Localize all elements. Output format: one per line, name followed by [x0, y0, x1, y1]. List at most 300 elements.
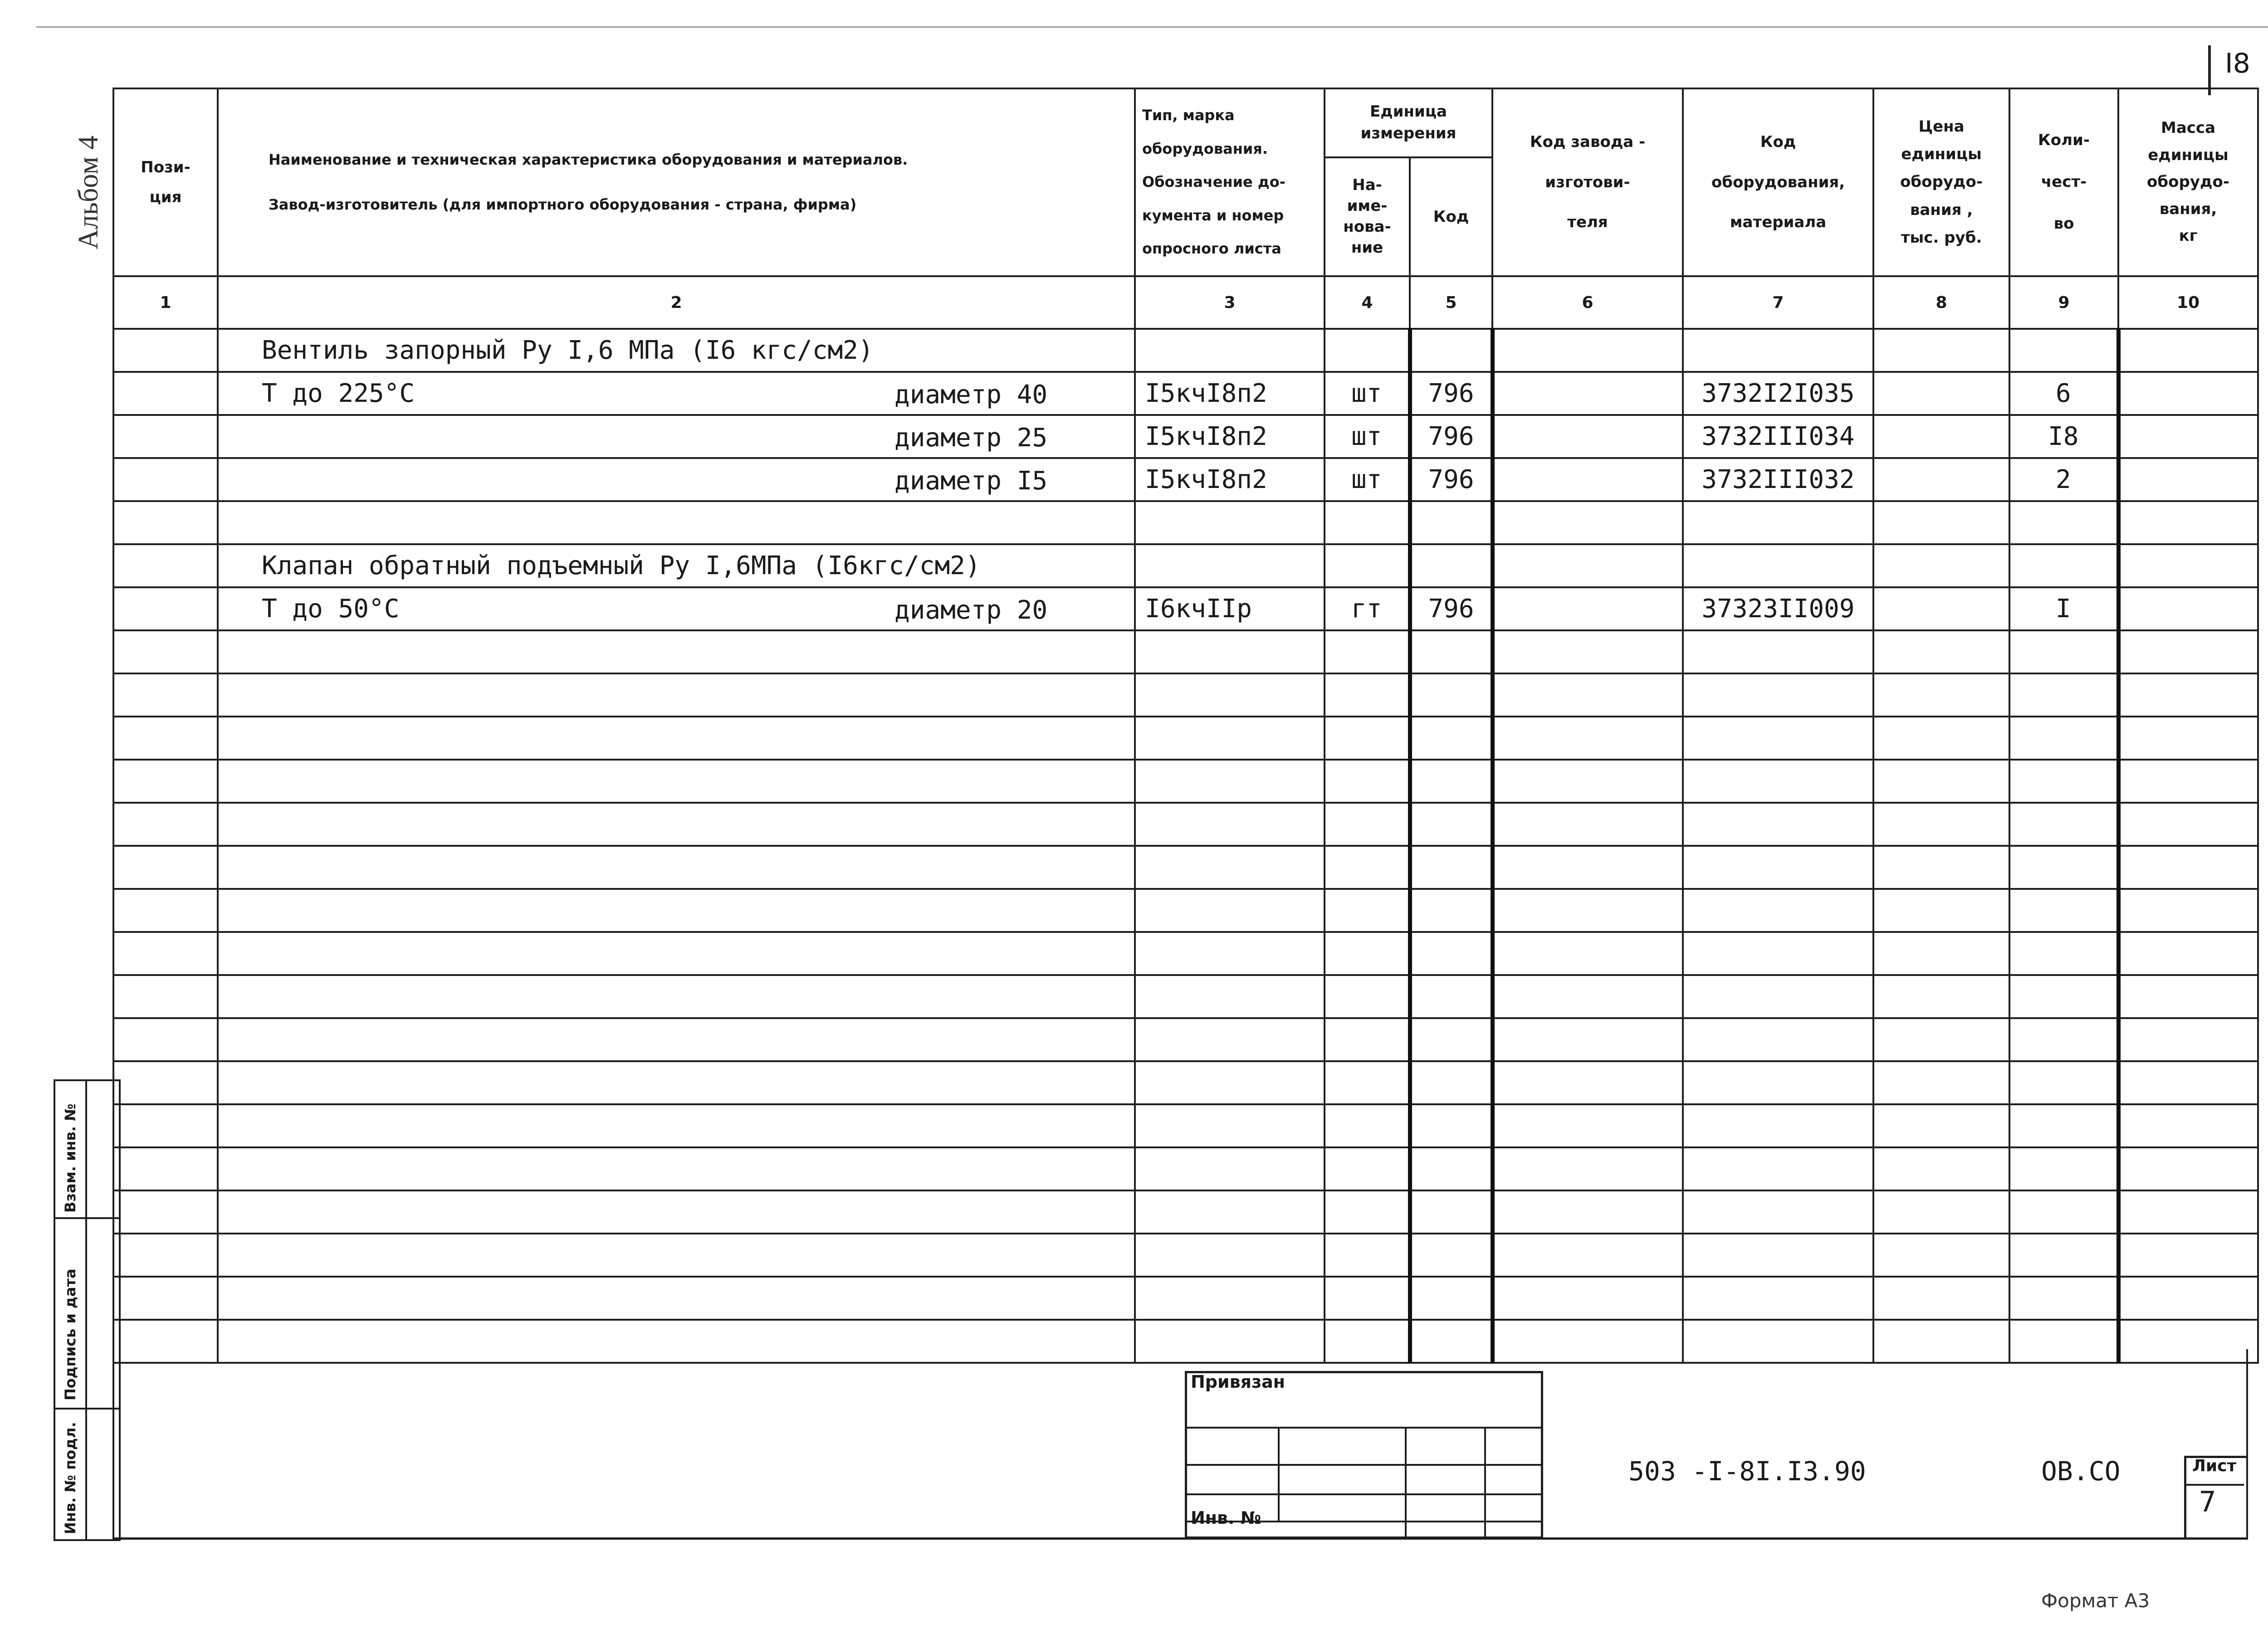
table-row	[113, 501, 2258, 544]
cell-name: Клапан обратный подъемный Ру I,6МПа (I6кгс/см2)	[262, 551, 981, 580]
column-numbers-row	[113, 276, 2258, 329]
cell-diameter: диаметр 25	[894, 423, 1048, 453]
table-cell	[1873, 587, 2009, 630]
table-cell	[2118, 846, 2258, 889]
cell-diameter: диаметр I5	[894, 466, 1048, 496]
table-cell	[113, 846, 218, 889]
cell-qty: 2	[2055, 465, 2071, 494]
sheet-number: 7	[2199, 1485, 2216, 1518]
table-cell	[1683, 932, 1873, 975]
table-cell	[218, 1147, 1135, 1190]
table-cell	[1410, 673, 1492, 717]
table-cell	[1492, 673, 1683, 717]
table-cell	[1135, 717, 1325, 760]
table-cell	[1873, 544, 2009, 587]
table-cell	[218, 673, 1135, 717]
table-cell	[1492, 372, 1683, 415]
table-cell	[1135, 1234, 1325, 1277]
table-cell	[2118, 501, 2258, 544]
table-cell	[2009, 846, 2118, 889]
header-type: Тип, марка оборудования. Обозначение до- кумента и номер опросного листа	[1135, 88, 1325, 276]
table-cell	[1683, 975, 1873, 1018]
table-cell	[1135, 415, 1325, 458]
table-cell	[1135, 1277, 1325, 1320]
table-cell	[1410, 1147, 1492, 1190]
table-cell	[1683, 717, 1873, 760]
header-equipment-code: Код оборудования, материала	[1683, 88, 1873, 276]
page-number: I8	[2225, 48, 2250, 79]
table-cell	[1410, 1234, 1492, 1277]
table-cell	[1135, 1147, 1325, 1190]
table-cell	[1683, 803, 1873, 846]
table-cell	[218, 415, 1135, 458]
binding-divider	[1405, 1427, 1407, 1536]
table-cell	[113, 1234, 218, 1277]
table-row	[113, 544, 2258, 587]
table-cell	[1873, 630, 2009, 673]
table-cell	[2009, 630, 2118, 673]
table-cell	[218, 975, 1135, 1018]
header-price: Цена единицы оборудо- вания , тыс. руб.	[1873, 88, 2009, 276]
cell-unit: шт	[1351, 465, 1382, 494]
title-block-frame	[112, 1349, 2248, 1540]
table-cell	[2009, 1277, 2118, 1320]
table-cell	[113, 458, 218, 501]
table-cell	[1325, 544, 1410, 587]
table-row	[113, 1104, 2258, 1147]
table-cell	[1410, 372, 1492, 415]
table-cell	[2118, 458, 2258, 501]
table-cell	[1873, 329, 2009, 372]
table-cell	[1873, 501, 2009, 544]
table-cell	[1683, 415, 1873, 458]
cell-unit: шт	[1351, 379, 1382, 408]
cell-diameter: диаметр 40	[894, 380, 1048, 410]
binding-divider	[1278, 1427, 1280, 1521]
table-cell	[2118, 803, 2258, 846]
table-cell	[1492, 1104, 1683, 1147]
table-cell	[113, 975, 218, 1018]
table-cell	[1325, 1277, 1410, 1320]
table-cell	[1325, 889, 1410, 932]
table-cell	[218, 803, 1135, 846]
col-num-1: 1	[113, 276, 218, 329]
table-cell	[2118, 673, 2258, 717]
table-cell	[113, 803, 218, 846]
table-cell	[2009, 544, 2118, 587]
stamp-original-inv	[55, 1408, 119, 1541]
binding-line	[1187, 1493, 1541, 1495]
table-cell	[218, 760, 1135, 803]
table-cell	[113, 889, 218, 932]
cell-qty: I	[2055, 594, 2071, 624]
table-cell	[1135, 846, 1325, 889]
table-cell	[1325, 501, 1410, 544]
table-cell	[1492, 1190, 1683, 1234]
table-cell	[2118, 760, 2258, 803]
table-row	[113, 1234, 2258, 1277]
table-cell	[1873, 803, 2009, 846]
table-cell	[1683, 544, 1873, 587]
inventory-label: Инв. №	[1191, 1508, 1261, 1528]
table-cell	[1325, 1147, 1410, 1190]
col-num-4: 4	[1325, 276, 1410, 329]
table-row	[113, 329, 2258, 372]
table-cell	[2009, 458, 2118, 501]
stamp-signature-date	[55, 1217, 119, 1410]
table-cell	[1135, 803, 1325, 846]
table-cell	[1135, 501, 1325, 544]
cell-unit: шт	[1351, 422, 1382, 451]
table-cell	[1410, 458, 1492, 501]
table-cell	[1410, 1061, 1492, 1104]
table-row	[113, 673, 2258, 717]
format-label: Формат А3	[2041, 1590, 2150, 1612]
table-cell	[2009, 803, 2118, 846]
col-num-8: 8	[1873, 276, 2009, 329]
table-cell	[1873, 415, 2009, 458]
table-cell	[2118, 1061, 2258, 1104]
table-cell	[1135, 1104, 1325, 1147]
table-cell	[113, 1190, 218, 1234]
table-cell	[218, 717, 1135, 760]
table-cell	[218, 329, 1135, 372]
table-cell	[1492, 1234, 1683, 1277]
table-cell	[1873, 1104, 2009, 1147]
cell-code: 796	[1428, 422, 1474, 451]
table-body	[113, 329, 2258, 1363]
cell-type: I5кчI8п2	[1145, 422, 1267, 451]
table-cell	[113, 1061, 218, 1104]
cell-name: Т до 225°С	[262, 379, 415, 408]
stamp-signature-date-label: Подпись и дата	[62, 1268, 79, 1400]
table-cell	[1873, 1190, 2009, 1234]
table-cell	[2118, 544, 2258, 587]
table-cell	[1873, 372, 2009, 415]
table-cell	[218, 372, 1135, 415]
table-cell	[1873, 975, 2009, 1018]
table-cell	[2118, 372, 2258, 415]
table-row	[113, 1147, 2258, 1190]
table-cell	[1410, 329, 1492, 372]
table-cell	[2009, 932, 2118, 975]
table-cell	[1325, 846, 1410, 889]
table-cell	[1410, 501, 1492, 544]
table-cell	[1492, 630, 1683, 673]
table-cell	[1410, 1104, 1492, 1147]
table-cell	[1325, 630, 1410, 673]
table-cell	[113, 630, 218, 673]
table-row	[113, 1277, 2258, 1320]
table-cell	[1135, 1018, 1325, 1061]
col-num-7: 7	[1683, 276, 1873, 329]
table-cell	[2009, 1104, 2118, 1147]
table-cell	[1492, 329, 1683, 372]
cell-code: 796	[1428, 594, 1474, 624]
table-cell	[1325, 760, 1410, 803]
table-cell	[1135, 932, 1325, 975]
table-cell	[1135, 673, 1325, 717]
table-cell	[2118, 1018, 2258, 1061]
table-cell	[1683, 501, 1873, 544]
table-cell	[113, 1147, 218, 1190]
table-cell	[1325, 1190, 1410, 1234]
table-cell	[1135, 329, 1325, 372]
table-cell	[1135, 372, 1325, 415]
table-cell	[218, 458, 1135, 501]
table-cell	[2009, 1190, 2118, 1234]
document-code: 503 -I-8I.I3.90	[1628, 1456, 1866, 1487]
table-cell	[1683, 1018, 1873, 1061]
table-cell	[218, 846, 1135, 889]
table-cell	[1410, 975, 1492, 1018]
header-unit-name: На- име- нова- ние	[1325, 157, 1410, 276]
table-row	[113, 1190, 2258, 1234]
table-cell	[1683, 587, 1873, 630]
table-cell	[1683, 372, 1873, 415]
table-cell	[2118, 329, 2258, 372]
table-row	[113, 889, 2258, 932]
table-cell	[218, 501, 1135, 544]
table-cell	[1492, 587, 1683, 630]
table-cell	[2009, 587, 2118, 630]
table-cell	[2009, 1061, 2118, 1104]
table-cell	[2009, 1234, 2118, 1277]
cell-type: I6кчIIр	[1145, 594, 1252, 624]
table-cell	[1325, 587, 1410, 630]
table-cell	[218, 630, 1135, 673]
cell-material-code: 3732I2I035	[1701, 379, 1855, 408]
table-cell	[113, 1104, 218, 1147]
table-cell	[2118, 889, 2258, 932]
table-cell	[1873, 1147, 2009, 1190]
table-cell	[2118, 932, 2258, 975]
table-row	[113, 415, 2258, 458]
table-cell	[218, 1277, 1135, 1320]
table-cell	[1325, 673, 1410, 717]
table-row	[113, 717, 2258, 760]
table-cell	[1492, 1061, 1683, 1104]
table-cell	[1135, 975, 1325, 1018]
table-cell	[113, 1277, 218, 1320]
table-cell	[218, 1061, 1135, 1104]
header-mass: Масса единицы оборудо- вания, кг	[2118, 88, 2258, 276]
table-cell	[1683, 458, 1873, 501]
table-cell	[2118, 587, 2258, 630]
table-cell	[218, 932, 1135, 975]
table-cell	[2009, 1018, 2118, 1061]
table-cell	[1410, 630, 1492, 673]
table-cell	[1135, 630, 1325, 673]
table-row	[113, 587, 2258, 630]
header-unit-code: Код	[1410, 157, 1492, 276]
table-cell	[113, 415, 218, 458]
table-cell	[1135, 544, 1325, 587]
table-cell	[1492, 846, 1683, 889]
cell-material-code: 3732III034	[1701, 422, 1855, 451]
table-row	[113, 1061, 2258, 1104]
table-cell	[1410, 760, 1492, 803]
table-cell	[113, 760, 218, 803]
table-cell	[1410, 1018, 1492, 1061]
table-cell	[1873, 1277, 2009, 1320]
table-cell	[2118, 975, 2258, 1018]
table-cell	[2009, 760, 2118, 803]
table-row	[113, 975, 2258, 1018]
stamp-original-inv-label: Инв. № подл.	[62, 1422, 79, 1534]
table-cell	[1683, 760, 1873, 803]
col-num-9: 9	[2009, 276, 2118, 329]
left-stamp-column	[54, 1079, 121, 1541]
table-header	[113, 88, 2258, 276]
col-num-3: 3	[1135, 276, 1325, 329]
table-cell	[1325, 458, 1410, 501]
table-cell	[1410, 415, 1492, 458]
cell-material-code: 37323II009	[1701, 594, 1855, 624]
cell-qty: 6	[2055, 379, 2071, 408]
table-cell	[1683, 329, 1873, 372]
col-num-2: 2	[218, 276, 1135, 329]
table-cell	[1492, 717, 1683, 760]
table-cell	[218, 889, 1135, 932]
cell-unit: гт	[1351, 594, 1382, 624]
table-cell	[1492, 932, 1683, 975]
table-cell	[2009, 501, 2118, 544]
album-text: Альбом 4	[73, 135, 104, 249]
header-position: Пози- ция	[113, 88, 218, 276]
table-cell	[113, 587, 218, 630]
col-num-6: 6	[1492, 276, 1683, 329]
table-cell	[1492, 975, 1683, 1018]
table-cell	[113, 1018, 218, 1061]
table-cell	[1492, 458, 1683, 501]
table-cell	[1873, 846, 2009, 889]
table-cell	[113, 501, 218, 544]
table-row	[113, 846, 2258, 889]
binding-divider	[1484, 1427, 1486, 1536]
header-quantity: Коли- чест- во	[2009, 88, 2118, 276]
cell-name: Вентиль запорный Ру I,6 МПа (I6 кгс/см2)	[262, 336, 874, 365]
table-cell	[1683, 630, 1873, 673]
table-cell	[2118, 1277, 2258, 1320]
table-cell	[1410, 1190, 1492, 1234]
table-cell	[1873, 1018, 2009, 1061]
table-cell	[1135, 889, 1325, 932]
table-cell	[1683, 1277, 1873, 1320]
table-cell	[1410, 544, 1492, 587]
cell-qty: I8	[2048, 422, 2079, 451]
table-cell	[113, 717, 218, 760]
table-cell	[1325, 717, 1410, 760]
table-cell	[218, 1190, 1135, 1234]
stamp-replaced-inv-label: Взам. инв. №	[62, 1103, 79, 1213]
table-cell	[1325, 1104, 1410, 1147]
table-row	[113, 760, 2258, 803]
table-cell	[2009, 415, 2118, 458]
table-cell	[1873, 717, 2009, 760]
table-row	[113, 932, 2258, 975]
table-cell	[2009, 717, 2118, 760]
table-cell	[1410, 1277, 1492, 1320]
col-num-10: 10	[2118, 276, 2258, 329]
table-cell	[1410, 846, 1492, 889]
table-cell	[2118, 1147, 2258, 1190]
table-cell	[1325, 372, 1410, 415]
table-cell	[1410, 587, 1492, 630]
table-cell	[1135, 587, 1325, 630]
table-cell	[1492, 1147, 1683, 1190]
table-cell	[2009, 372, 2118, 415]
top-edge-line	[36, 26, 2268, 28]
table-cell	[1492, 1018, 1683, 1061]
table-row	[113, 458, 2258, 501]
table-cell	[1410, 889, 1492, 932]
table-cell	[218, 1234, 1135, 1277]
table-cell	[1492, 544, 1683, 587]
table-cell	[218, 1104, 1135, 1147]
table-cell	[1492, 415, 1683, 458]
cell-code: 796	[1428, 379, 1474, 408]
table-cell	[1135, 1190, 1325, 1234]
table-cell	[1325, 975, 1410, 1018]
table-cell	[1410, 717, 1492, 760]
table-cell	[2009, 329, 2118, 372]
table-cell	[1135, 1061, 1325, 1104]
table-cell	[1325, 415, 1410, 458]
table-cell	[2118, 1104, 2258, 1147]
table-cell	[1683, 1061, 1873, 1104]
table-cell	[1683, 889, 1873, 932]
table-cell	[2118, 717, 2258, 760]
specification-table	[112, 88, 2259, 1364]
table-row	[113, 803, 2258, 846]
sheet-label: Лист	[2192, 1457, 2237, 1475]
table-cell	[1410, 932, 1492, 975]
table-cell	[2009, 975, 2118, 1018]
binding-label: Привязан	[1191, 1372, 1286, 1392]
table-cell	[1683, 1190, 1873, 1234]
table-cell	[218, 544, 1135, 587]
cell-code: 796	[1428, 465, 1474, 494]
table-cell	[1135, 760, 1325, 803]
table-cell	[1873, 932, 2009, 975]
table-cell	[1492, 501, 1683, 544]
table-cell	[1683, 846, 1873, 889]
table-cell	[2009, 889, 2118, 932]
table-cell	[1873, 1234, 2009, 1277]
table-cell	[1325, 1018, 1410, 1061]
header-manufacturer-code: Код завода - изготови- теля	[1492, 88, 1683, 276]
table-cell	[2009, 673, 2118, 717]
cell-name: Т до 50°С	[262, 594, 400, 624]
table-cell	[1325, 932, 1410, 975]
binding-line	[1187, 1464, 1541, 1466]
table-cell	[1325, 803, 1410, 846]
table-cell	[1683, 1104, 1873, 1147]
table-cell	[1683, 1234, 1873, 1277]
table-cell	[1325, 329, 1410, 372]
table-row	[113, 630, 2258, 673]
table-cell	[113, 932, 218, 975]
table-cell	[113, 544, 218, 587]
header-unit-group: Единица измерения	[1325, 88, 1492, 157]
table-cell	[1683, 673, 1873, 717]
cell-material-code: 3732III032	[1701, 465, 1855, 494]
cell-type: I5кчI8п2	[1145, 379, 1267, 408]
table-cell	[2009, 1147, 2118, 1190]
table-cell	[1873, 889, 2009, 932]
binding-line	[1187, 1427, 1541, 1429]
